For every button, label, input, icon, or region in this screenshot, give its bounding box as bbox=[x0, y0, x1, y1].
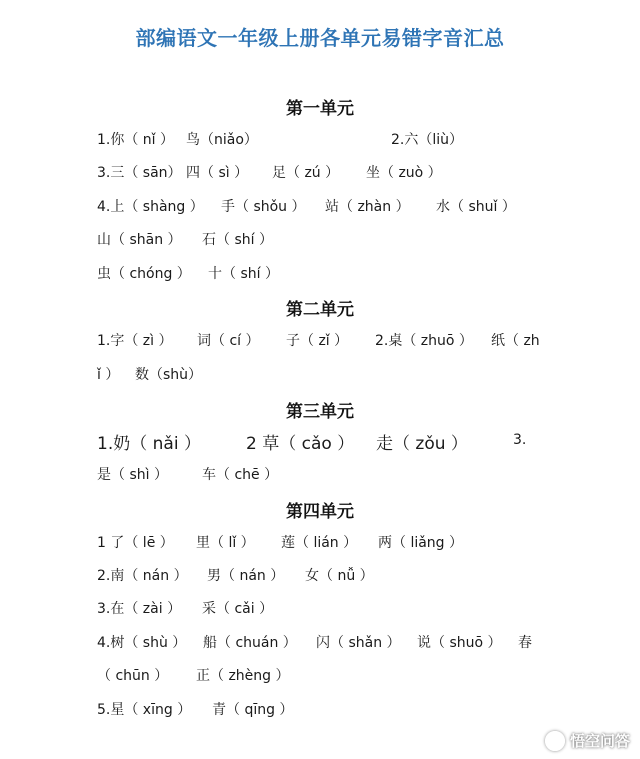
char-entry: 纸（ zh bbox=[491, 333, 540, 349]
char-entry: 1.你（ nǐ ） bbox=[97, 132, 175, 148]
watermark-text: 悟空问答 bbox=[569, 732, 630, 750]
char-entry: 手（ shǒu ） bbox=[221, 199, 306, 215]
char-entry: 莲（ lián ） bbox=[281, 535, 358, 551]
char-entry: ǐ ） bbox=[97, 367, 120, 383]
char-entry: 1 了（ lē ） bbox=[97, 535, 174, 551]
char-entry: （ chūn ） bbox=[97, 668, 169, 684]
char-entry: 数（shù） bbox=[135, 367, 203, 383]
char-entry: 十（ shí ） bbox=[208, 266, 279, 282]
char-entry: 走（ zǒu ） bbox=[376, 434, 468, 454]
char-entry: 春 bbox=[518, 635, 532, 651]
char-entry: 1.奶（ nǎi ） bbox=[97, 434, 201, 454]
char-entry: 站（ zhàn ） bbox=[325, 199, 410, 215]
char-entry: 正（ zhèng ） bbox=[196, 668, 290, 684]
char-entry: 虫（ chóng ） bbox=[97, 266, 191, 282]
char-entry: 2.桌（ zhuō ） bbox=[375, 333, 473, 349]
char-entry: 石（ shí ） bbox=[202, 232, 273, 248]
char-entry: 青（ qīng ） bbox=[212, 702, 294, 718]
char-entry: 是（ shì ） bbox=[97, 467, 168, 483]
wukong-logo-icon bbox=[545, 731, 565, 751]
char-entry: 4.树（ shù ） bbox=[97, 635, 187, 651]
char-entry: 鸟（niǎo） bbox=[186, 132, 258, 148]
char-entry: 足（ zú ） bbox=[272, 165, 340, 181]
char-entry: 2.南（ nán ） bbox=[97, 568, 188, 584]
char-entry: 3.在（ zài ） bbox=[97, 601, 182, 617]
page-title: 部编语文一年级上册各单元易错字音汇总 bbox=[135, 26, 505, 50]
unit-heading: 第四单元 bbox=[286, 502, 354, 522]
char-entry: 采（ cǎi ） bbox=[202, 601, 274, 617]
char-entry: 3.三（ sān） bbox=[97, 165, 182, 181]
char-entry: 坐（ zuò ） bbox=[366, 165, 442, 181]
char-entry: 车（ chē ） bbox=[202, 467, 279, 483]
char-entry: 4.上（ shàng ） bbox=[97, 199, 204, 215]
char-entry: 说（ shuō ） bbox=[417, 635, 502, 651]
char-entry: 女（ nǚ ） bbox=[305, 568, 374, 584]
char-entry: 水（ shuǐ ） bbox=[436, 199, 516, 215]
char-entry: 四（ sì ） bbox=[186, 165, 249, 181]
char-entry: 5.星（ xīng ） bbox=[97, 702, 192, 718]
char-entry: 山（ shān ） bbox=[97, 232, 182, 248]
char-entry: 男（ nán ） bbox=[207, 568, 285, 584]
char-entry: 2.六（liù） bbox=[391, 132, 464, 148]
unit-heading: 第二单元 bbox=[286, 300, 354, 320]
char-entry: 1.字（ zì ） bbox=[97, 333, 173, 349]
char-entry: 3. bbox=[513, 432, 527, 448]
char-entry: 里（ lǐ ） bbox=[196, 535, 255, 551]
char-entry: 两（ liǎng ） bbox=[378, 535, 464, 551]
char-entry: 子（ zǐ ） bbox=[286, 333, 349, 349]
watermark bbox=[545, 730, 630, 751]
unit-heading: 第三单元 bbox=[286, 402, 354, 422]
char-entry: 船（ chuán ） bbox=[203, 635, 297, 651]
char-entry: 2 草（ cǎo ） bbox=[246, 434, 355, 454]
unit-heading: 第一单元 bbox=[286, 99, 354, 119]
char-entry: 闪（ shǎn ） bbox=[316, 635, 401, 651]
char-entry: 词（ cí ） bbox=[197, 333, 260, 349]
